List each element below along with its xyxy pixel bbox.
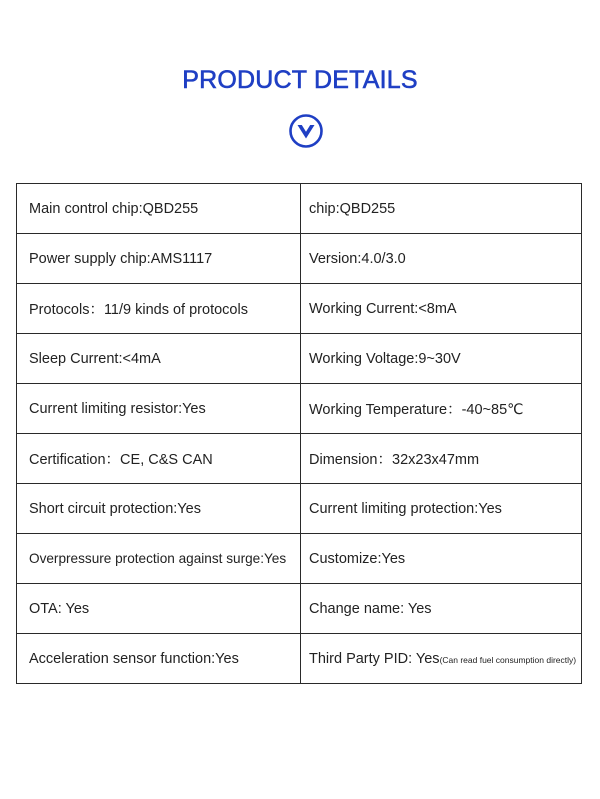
spec-cell: Power supply chip:AMS1117 [17,234,301,284]
spec-cell: Sleep Current:<4mA [17,334,301,384]
spec-cell: Protocols：11/9 kinds of protocols [17,284,301,334]
spec-note: (Can read fuel consumption directly) [439,654,577,665]
page-title: PRODUCT DETAILS [182,66,418,94]
spec-cell: Short circuit protection:Yes [17,484,301,534]
spec-cell: Acceleration sensor function:Yes [17,634,301,684]
spec-cell [301,634,582,684]
spec-cell: Main control chip:QBD255 [17,184,301,234]
table-row [17,184,582,234]
table-row [17,284,582,334]
table-row [17,234,582,284]
table-row [17,484,582,534]
table-row [17,334,582,384]
table-row [17,584,582,634]
table-row [17,384,582,434]
spec-cell: Certification：CE, C&S CAN [17,434,301,484]
spec-cell: Current limiting resistor:Yes [17,384,301,434]
spec-cell: Customize:Yes [301,534,582,584]
spec-cell: chip:QBD255 [301,184,582,234]
spec-cell: Change name: Yes [301,584,582,634]
spec-value: Third Party PID: Yes [309,650,440,667]
spec-table [16,183,582,684]
spec-cell: Dimension：32x23x47mm [301,434,582,484]
spec-cell: Working Current:<8mA [301,284,582,334]
table-row [17,634,582,684]
spec-cell: OTA: Yes [17,584,301,634]
spec-cell: Working Voltage:9~30V [301,334,582,384]
spec-cell: Current limiting protection:Yes [301,484,582,534]
table-row [17,434,582,484]
spec-cell: Overpressure protection against surge:Yes [17,534,301,584]
spec-cell: Working Temperature：-40~85℃ [301,384,582,434]
chevron-down-circle-icon [288,113,324,149]
table-row [17,534,582,584]
spec-cell: Version:4.0/3.0 [301,234,582,284]
